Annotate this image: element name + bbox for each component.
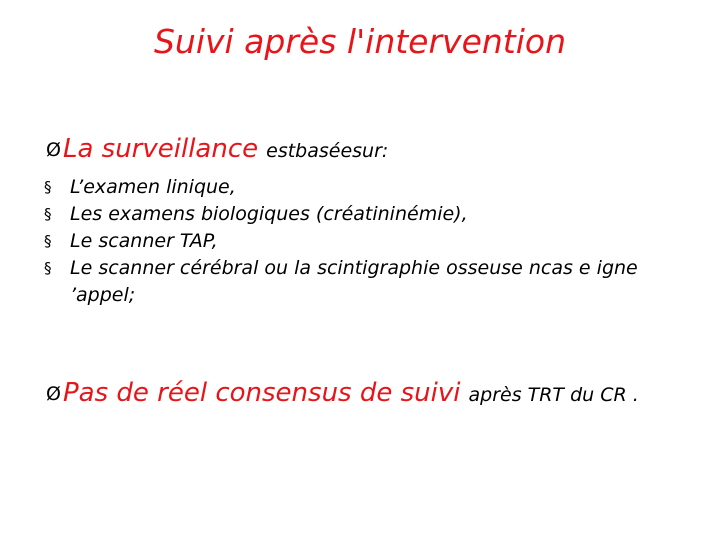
list-item-text: L’examen linique, (70, 176, 236, 198)
list-item-text: Le scanner cérébral ou la scintigraphie osseuse ncas e igne ’appel; (70, 257, 638, 306)
square-bullet-icon: § (44, 178, 52, 196)
section-consensus (46, 378, 639, 408)
section-surveillance-lead: La surveillance (62, 134, 259, 164)
section-consensus-lead: Pas de réel consensus de suivi (62, 378, 461, 408)
slide-title: Suivi après l'intervention (153, 22, 567, 61)
list-item (44, 174, 684, 201)
arrow-bullet-icon: Ø (46, 139, 61, 161)
list-item-text: Le scanner TAP, (70, 230, 218, 252)
square-bullet-icon: § (44, 205, 52, 223)
section-surveillance (46, 134, 388, 164)
square-bullet-icon: § (44, 259, 52, 277)
section-surveillance-tail: estbaséesur: (266, 140, 389, 162)
list-item (44, 255, 684, 309)
list-item (44, 201, 684, 228)
section-consensus-tail: après TRT du CR . (468, 384, 639, 406)
square-bullet-icon: § (44, 232, 52, 250)
arrow-bullet-icon: Ø (46, 383, 61, 405)
list-item-text: Les examens biologiques (créatininémie), (70, 203, 468, 225)
list-item (44, 228, 684, 255)
surveillance-list (44, 174, 684, 309)
